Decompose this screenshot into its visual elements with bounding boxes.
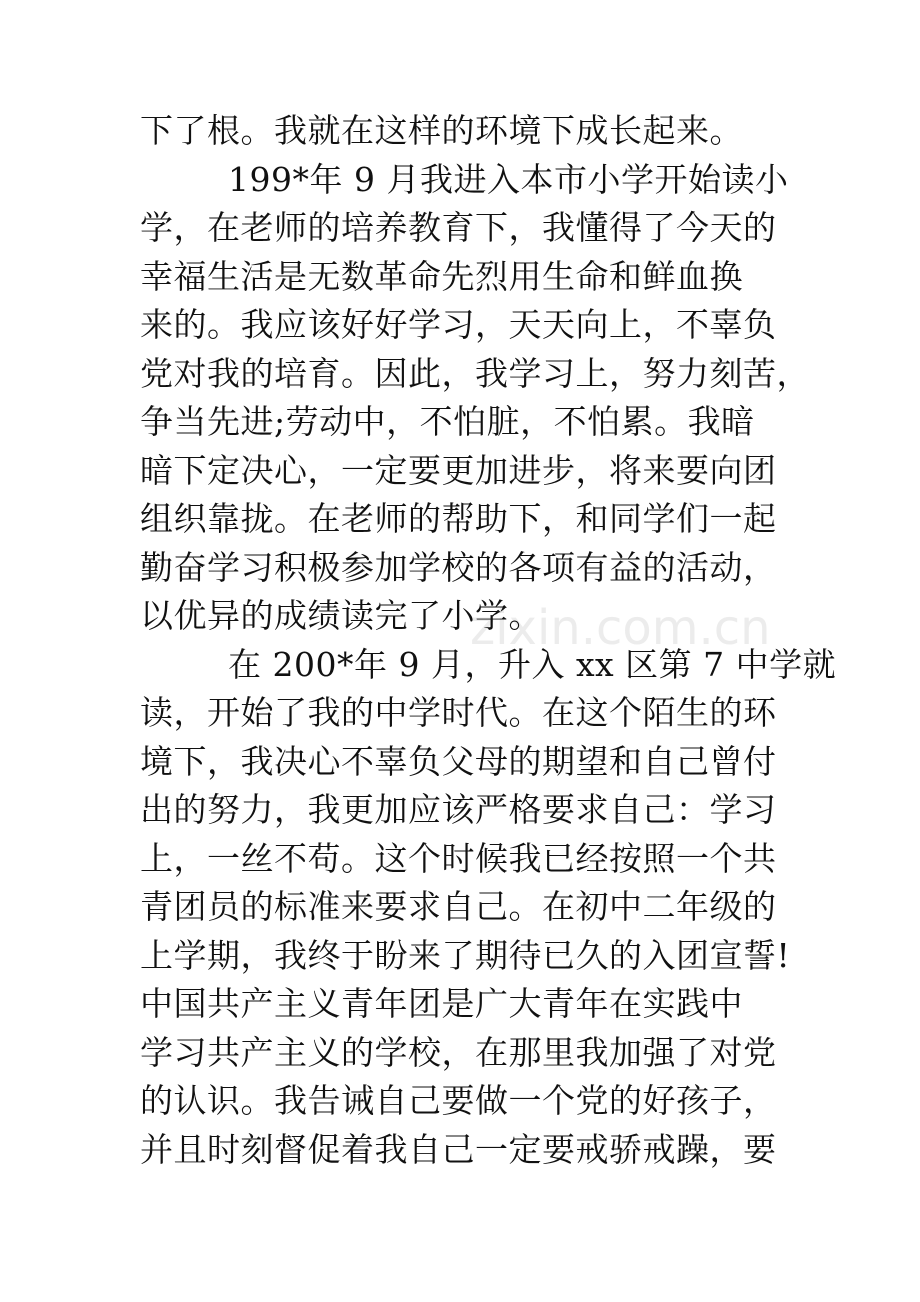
text-line: 读，开始了我的中学时代。在这个陌生的环 [140,693,777,732]
text-column [140,107,837,1174]
text-line: 争当先进;劳动中，不怕脏，不怕累。我暗 [140,402,755,441]
text-line: 上，一丝不苟。这个时候我已经按照一个共 [140,838,777,878]
text-line: 暗下定决心，一定要更加进步，将来要向团 [140,450,777,490]
text-line: 勤奋学习积极参加学校的各项有益的活动， [140,547,777,587]
text-line: 的认识。我告诫自己要做一个党的好孩子， [140,1081,777,1120]
text-line: 幸福生活是无数革命先烈用生命和鲜血换 [140,256,743,296]
text-line: 以优异的成绩读完了小学。 [140,596,542,635]
text-line: 来的。我应该好好学习，天天向上，不辜负 [140,305,777,344]
text-line: 出的努力，我更加应该严格要求自己：学习 [140,790,777,829]
text-line: 学，在老师的培养教育下，我懂得了今天的 [140,208,777,247]
text-line: 学习共产主义的学校，在那里我加强了对党 [140,1032,777,1072]
text-line: 青团员的标准来要求自己。在初中二年级的 [140,887,777,926]
text-line: 境下，我决心不辜负父母的期望和自己曾付 [140,741,777,781]
watermark: zixin.com.cn [470,600,771,656]
text-line: 并且时刻督促着我自己一定要戒骄戒躁，要 [140,1129,777,1169]
text-line: 中国共产主义青年团是广大青年在实践中 [140,984,743,1023]
text-line: 下了根。我就在这样的环境下成长起来。 [140,111,743,150]
paragraph-start-line: 199*年 9 月我进入本市小学开始读小 [228,159,789,199]
paragraph-start-line: 在 200*年 9 月，升入 xx 区第 7 中学就 [228,644,837,684]
text-line: 上学期，我终于盼来了期待已久的入团宣誓! [140,935,791,975]
text-line: 党对我的培育。因此，我学习上，努力刻苦， [140,353,810,393]
text-line: 组织靠拢。在老师的帮助下，和同学们一起 [140,499,777,538]
